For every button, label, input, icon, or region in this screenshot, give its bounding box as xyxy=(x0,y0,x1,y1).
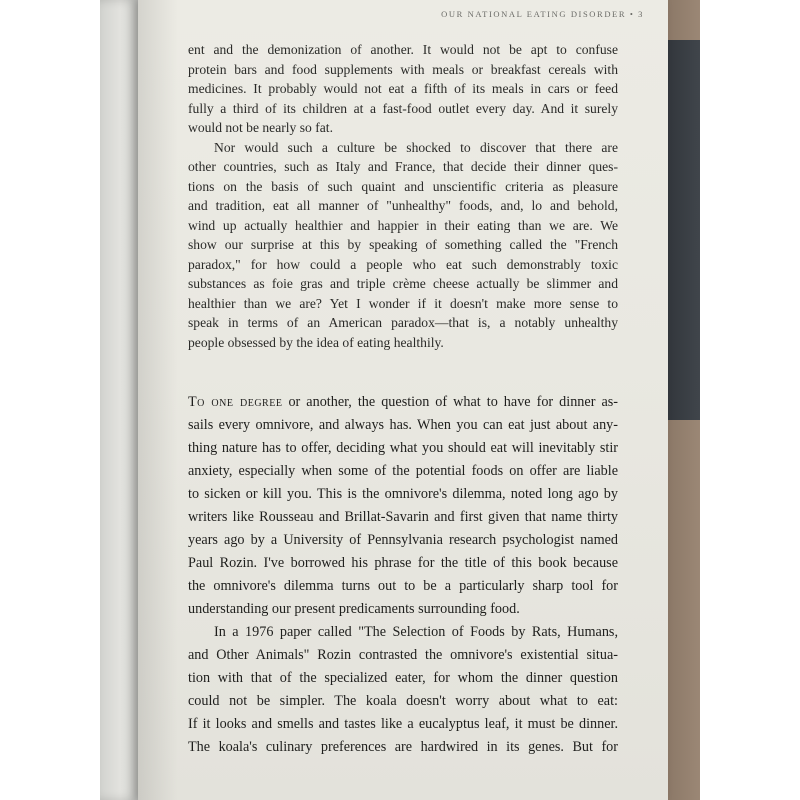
book-cover-edge xyxy=(100,0,140,800)
section-lead-in: To one degree xyxy=(188,394,283,410)
text-line: The koala's culinary preferences are hardwired in its genes. But for xyxy=(188,739,618,755)
text-line: anxiety, especially when some of the potential foods on offer are liable xyxy=(188,463,618,479)
text-line: protein bars and food supplements with meals or breakfast cereals with xyxy=(188,61,618,77)
page-text xyxy=(188,40,618,759)
text-line: to sicken or kill you. This is the omnivore's dilemma, noted long ago by xyxy=(188,486,618,502)
text-line: and Other Animals" Rozin contrasted the omnivore's existential situa- xyxy=(188,647,618,663)
text-line: other countries, such as Italy and France, that decide their dinner ques- xyxy=(188,159,618,174)
text-line: the omnivore's dilemma turns out to be a particularly sharp tool for xyxy=(188,578,618,594)
text-line: substances as foie gras and triple crème cheese actually be slimmer and xyxy=(188,276,618,291)
text-line: medicines. It probably would not eat a fifth of its meals in cars or feed xyxy=(188,81,618,96)
text-line: years ago by a University of Pennsylvania research psychologist named xyxy=(188,532,618,548)
text-line: would not be nearly so fat. xyxy=(188,120,333,135)
text-line: people obsessed by the idea of eating healthily. xyxy=(188,334,444,350)
section-two xyxy=(188,391,618,759)
text-line: writers like Rousseau and Brillat-Savarin and first given that name thirty xyxy=(188,509,618,525)
text-line: and tradition, eat all manner of "unhealthy" foods, and, lo and behold, xyxy=(188,198,618,213)
text-line: sails every omnivore, and always has. When you can eat just about any- xyxy=(188,417,618,433)
section-break xyxy=(188,352,618,391)
text-line: Paul Rozin. I've borrowed his phrase for the title of this book because xyxy=(188,555,618,571)
text-line: In a 1976 paper called "The Selection of Foods by Rats, Humans, xyxy=(214,624,618,640)
book-page xyxy=(138,0,668,800)
text-line: thing nature has to offer, deciding what you should eat will inevitably stir xyxy=(188,440,618,456)
section-first-line-rest: or another, the question of what to have for dinner as- xyxy=(282,394,618,410)
text-line: fully a third of its children at a fast-food outlet every day. And it surely xyxy=(188,100,618,116)
text-line: could not be simpler. The koala doesn't worry about what to eat: xyxy=(188,693,618,709)
text-line: tion with that of the specialized eater, for whom the dinner question xyxy=(188,670,618,686)
text-line: wind up actually healthier and happier in their eating than we are. We xyxy=(188,217,618,233)
text-line xyxy=(188,391,618,414)
running-head: OUR NATIONAL EATING DISORDER • 3 xyxy=(441,9,644,19)
text-line: understanding our present predicaments surrounding food. xyxy=(188,601,520,617)
text-line: paradox," for how could a people who eat such demonstrably toxic xyxy=(188,256,618,272)
section-one xyxy=(188,40,618,352)
text-line: tions on the basis of such quaint and unscientific criteria as pleasure xyxy=(188,178,618,194)
text-line: speak in terms of an American paradox—that is, a notably unhealthy xyxy=(188,315,618,330)
text-line: ent and the demonization of another. It would not be apt to confuse xyxy=(188,42,618,57)
text-line: If it looks and smells and tastes like a eucalyptus leaf, it must be dinner. xyxy=(188,716,618,732)
text-line: Nor would such a culture be shocked to discover that there are xyxy=(214,139,618,155)
text-line: show our surprise at this by speaking of something called the "French xyxy=(188,237,618,252)
text-line: healthier than we are? Yet I wonder if it doesn't make more sense to xyxy=(188,295,618,311)
